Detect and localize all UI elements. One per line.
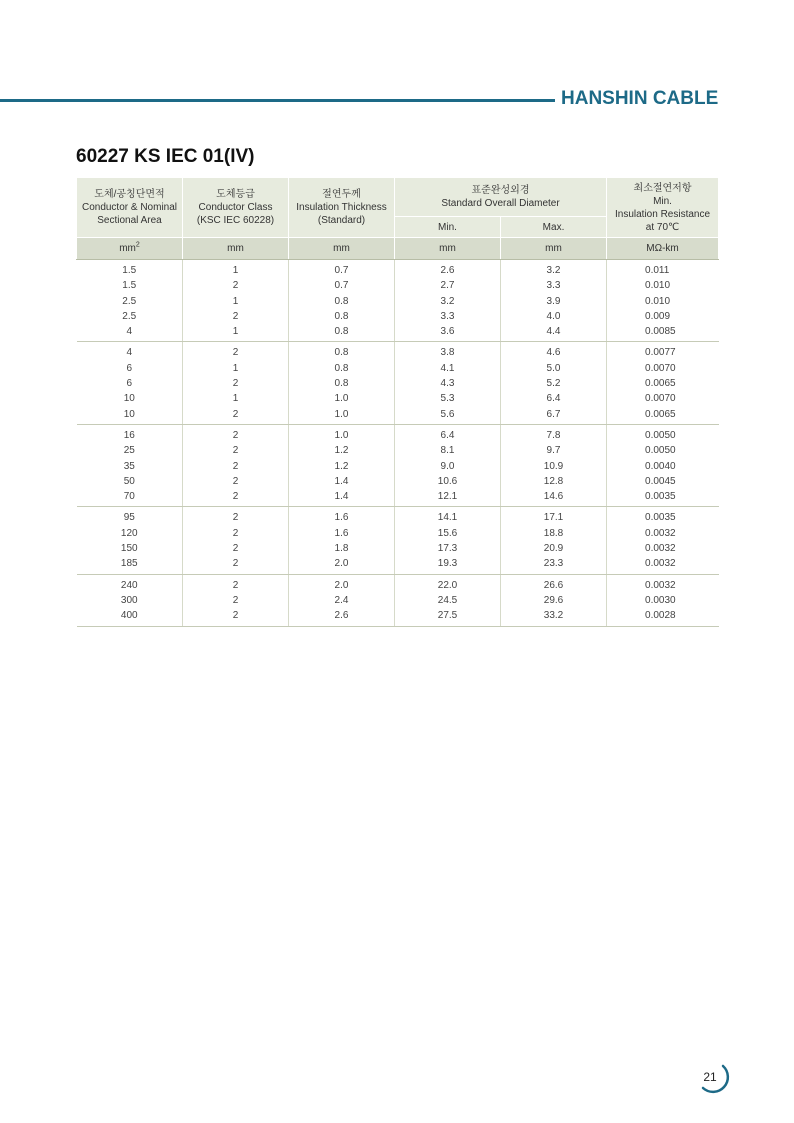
table-row — [77, 309, 719, 324]
table-cell: 33.2 — [501, 608, 607, 626]
unit-min: mm — [395, 238, 501, 260]
table-cell: 0.8 — [289, 361, 395, 376]
table-cell: 4.6 — [501, 342, 607, 361]
table-cell: 10 — [77, 407, 183, 425]
table-cell: 8.1 — [395, 443, 501, 458]
table-cell: 2 — [183, 489, 289, 507]
table-cell: 10.6 — [395, 474, 501, 489]
table-cell: 2 — [183, 574, 289, 593]
table-cell: 24.5 — [395, 593, 501, 608]
table-cell: 0.0035 — [607, 507, 719, 526]
table-cell: 2.4 — [289, 593, 395, 608]
page-number: 21 — [703, 1070, 717, 1084]
page-number-badge — [697, 1062, 727, 1092]
table-row — [77, 541, 719, 556]
table-cell: 2 — [183, 556, 289, 574]
table-cell: 2 — [183, 474, 289, 489]
table-cell: 1 — [183, 391, 289, 406]
table-cell: 14.6 — [501, 489, 607, 507]
spec-table — [76, 178, 719, 627]
table-cell: 400 — [77, 608, 183, 626]
table-cell: 0.8 — [289, 376, 395, 391]
table-row — [77, 593, 719, 608]
spec-table-header — [77, 178, 719, 260]
table-cell: 0.0032 — [607, 574, 719, 593]
table-cell: 2 — [183, 541, 289, 556]
table-cell: 4.0 — [501, 309, 607, 324]
table-cell: 2.6 — [289, 608, 395, 626]
table-cell: 2 — [183, 526, 289, 541]
table-cell: 0.0035 — [607, 489, 719, 507]
table-cell: 0.0030 — [607, 593, 719, 608]
table-cell: 6.4 — [395, 424, 501, 443]
unit-area: $mm^2$ — [77, 238, 183, 260]
table-cell: 70 — [77, 489, 183, 507]
table-cell: 2 — [183, 507, 289, 526]
table-cell: 6 — [126, 362, 133, 374]
table-cell: 0.8 — [289, 294, 395, 309]
table-cell: 18.8 — [501, 526, 607, 541]
table-cell: 2 — [183, 376, 289, 391]
table-cell: 17.3 — [395, 541, 501, 556]
header-max: Max. — [501, 217, 607, 238]
table-cell: 3.3 — [395, 309, 501, 324]
table-cell: 1.2 — [289, 443, 395, 458]
table-cell: 2.6 — [395, 260, 501, 279]
table-cell: 6 — [126, 378, 133, 390]
table-cell: 1.6 — [289, 507, 395, 526]
table-cell: 0.0065 — [607, 407, 719, 425]
table-row — [77, 278, 719, 293]
table-cell: 0.8 — [289, 324, 395, 342]
table-cell: 1.5 — [122, 265, 137, 276]
table-cell: 0.0050 — [607, 443, 719, 458]
table-cell: 2 — [183, 424, 289, 443]
table-row — [77, 294, 719, 309]
table-cell: 4 — [77, 324, 183, 342]
table-cell: 25 — [123, 445, 135, 457]
header-thickness: 절연두께 Insulation Thickness (Standard) — [289, 178, 395, 238]
table-cell: 35 — [123, 460, 135, 472]
header-class: 도체등급 Conductor Class (KSC IEC 60228) — [183, 178, 289, 238]
table-cell: 16 — [123, 429, 135, 441]
table-cell: 19.3 — [395, 556, 501, 574]
table-row — [77, 324, 719, 342]
table-row — [77, 443, 719, 458]
unit-thickness: mm — [289, 238, 395, 260]
table-cell: 0.7 — [289, 278, 395, 293]
table-cell: 0.0032 — [607, 556, 719, 574]
table-cell: 2.7 — [395, 278, 501, 293]
table-cell: 6.7 — [501, 407, 607, 425]
table-cell: 300 — [120, 594, 138, 606]
header-diameter: 표준완성외경 Standard Overall Diameter — [395, 178, 607, 217]
table-row — [77, 526, 719, 541]
unit-class: mm — [183, 238, 289, 260]
table-row — [77, 474, 719, 489]
table-cell: 0.8 — [289, 309, 395, 324]
table-cell: 120 — [120, 527, 138, 539]
table-cell: 3.9 — [501, 294, 607, 309]
table-row — [77, 556, 719, 574]
table-cell: 14.1 — [395, 507, 501, 526]
table-cell: 50 — [123, 475, 135, 487]
table-cell: 9.0 — [395, 459, 501, 474]
table-cell: 0.0028 — [607, 608, 719, 626]
table-cell: 26.6 — [501, 574, 607, 593]
table-cell: 9.7 — [501, 443, 607, 458]
page-title: 60227 KS IEC 01(IV) — [76, 146, 255, 167]
table-cell: 29.6 — [501, 593, 607, 608]
table-row — [77, 574, 719, 593]
table-cell: 3.6 — [395, 324, 501, 342]
table-cell: 0.0032 — [607, 526, 719, 541]
table-cell: 3.2 — [501, 260, 607, 279]
table-cell: 0.0050 — [607, 424, 719, 443]
table-row — [77, 391, 719, 406]
table-cell: 0.0070 — [607, 361, 719, 376]
table-cell: 2 — [183, 459, 289, 474]
header-area: 도체/공칭단면적 Conductor & Nominal Sectional Area — [77, 178, 183, 238]
table-cell: 0.0040 — [607, 459, 719, 474]
table-row — [77, 407, 719, 425]
table-row — [77, 376, 719, 391]
table-row — [77, 459, 719, 474]
table-cell: 1 — [183, 361, 289, 376]
table-cell: 1.2 — [289, 459, 395, 474]
table-cell: 0.0065 — [607, 376, 719, 391]
table-cell: 5.0 — [501, 361, 607, 376]
table-cell: 17.1 — [501, 507, 607, 526]
table-cell: 2.5 — [122, 310, 137, 322]
table-cell: 1.0 — [289, 407, 395, 425]
table-cell: 2 — [183, 309, 289, 324]
table-cell: 1.5 — [122, 280, 137, 292]
table-cell: 0.0085 — [607, 324, 719, 342]
table-row — [77, 489, 719, 507]
table-cell: 12.8 — [501, 474, 607, 489]
unit-max: mm — [501, 238, 607, 260]
table-cell: 2 — [183, 407, 289, 425]
table-cell: 7.8 — [501, 424, 607, 443]
header-rule — [0, 99, 555, 102]
table-cell: 0.011 — [607, 260, 719, 279]
table-cell: 0.0045 — [607, 474, 719, 489]
table-cell: 12.1 — [395, 489, 501, 507]
table-cell: 0.010 — [607, 278, 719, 293]
table-cell: 185 — [77, 556, 183, 574]
table-cell: 1.6 — [289, 526, 395, 541]
table-cell: 240 — [120, 579, 138, 591]
table-cell: 2.0 — [289, 574, 395, 593]
table-row — [77, 507, 719, 526]
table-cell: 0.7 — [289, 260, 395, 279]
table-cell: 5.6 — [395, 407, 501, 425]
table-cell: 1.8 — [289, 541, 395, 556]
table-cell: 4 — [126, 347, 133, 359]
table-cell: 2 — [183, 278, 289, 293]
table-cell: 4.1 — [395, 361, 501, 376]
table-row — [77, 260, 719, 279]
table-cell: 22.0 — [395, 574, 501, 593]
table-cell: 1 — [183, 260, 289, 279]
table-cell: 1 — [183, 294, 289, 309]
table-cell: 150 — [120, 543, 138, 555]
table-cell: 23.3 — [501, 556, 607, 574]
table-cell: 6.4 — [501, 391, 607, 406]
table-cell: 0.0077 — [607, 342, 719, 361]
unit-resistance: MΩ-km — [607, 238, 719, 260]
table-row — [77, 342, 719, 361]
table-cell: 2 — [183, 608, 289, 626]
table-cell: 4.3 — [395, 376, 501, 391]
header-resistance: 최소절연저항 Min. Insulation Resistance at 70℃ — [607, 178, 719, 238]
table-cell: 10.9 — [501, 459, 607, 474]
table-cell: 5.2 — [501, 376, 607, 391]
table-cell: 0.010 — [607, 294, 719, 309]
table-cell: 0.8 — [289, 342, 395, 361]
table-row — [77, 361, 719, 376]
table-cell: 3.2 — [395, 294, 501, 309]
spec-table-body — [77, 260, 719, 627]
table-cell: 4.4 — [501, 324, 607, 342]
table-cell: 2 — [183, 593, 289, 608]
table-cell: 27.5 — [395, 608, 501, 626]
table-cell: 0.009 — [607, 309, 719, 324]
table-row — [77, 424, 719, 443]
table-cell: 3.3 — [501, 278, 607, 293]
brand-name: HANSHIN CABLE — [561, 88, 719, 109]
table-cell: 0.0032 — [607, 541, 719, 556]
table-cell: 2 — [183, 342, 289, 361]
table-cell: 2.5 — [122, 295, 137, 307]
table-cell: 1.0 — [289, 424, 395, 443]
table-row — [77, 608, 719, 626]
table-cell: 1.0 — [289, 391, 395, 406]
table-cell: 1.4 — [289, 489, 395, 507]
table-cell: 0.0070 — [607, 391, 719, 406]
table-cell: 2.0 — [289, 556, 395, 574]
header-min: Min. — [395, 217, 501, 238]
table-cell: 15.6 — [395, 526, 501, 541]
table-cell: 5.3 — [395, 391, 501, 406]
table-cell: 2 — [183, 443, 289, 458]
table-cell: 3.8 — [395, 342, 501, 361]
table-cell: 95 — [123, 512, 135, 524]
table-cell: 1.4 — [289, 474, 395, 489]
table-cell: 1 — [183, 324, 289, 342]
table-cell: 20.9 — [501, 541, 607, 556]
table-cell: 10 — [123, 393, 135, 405]
